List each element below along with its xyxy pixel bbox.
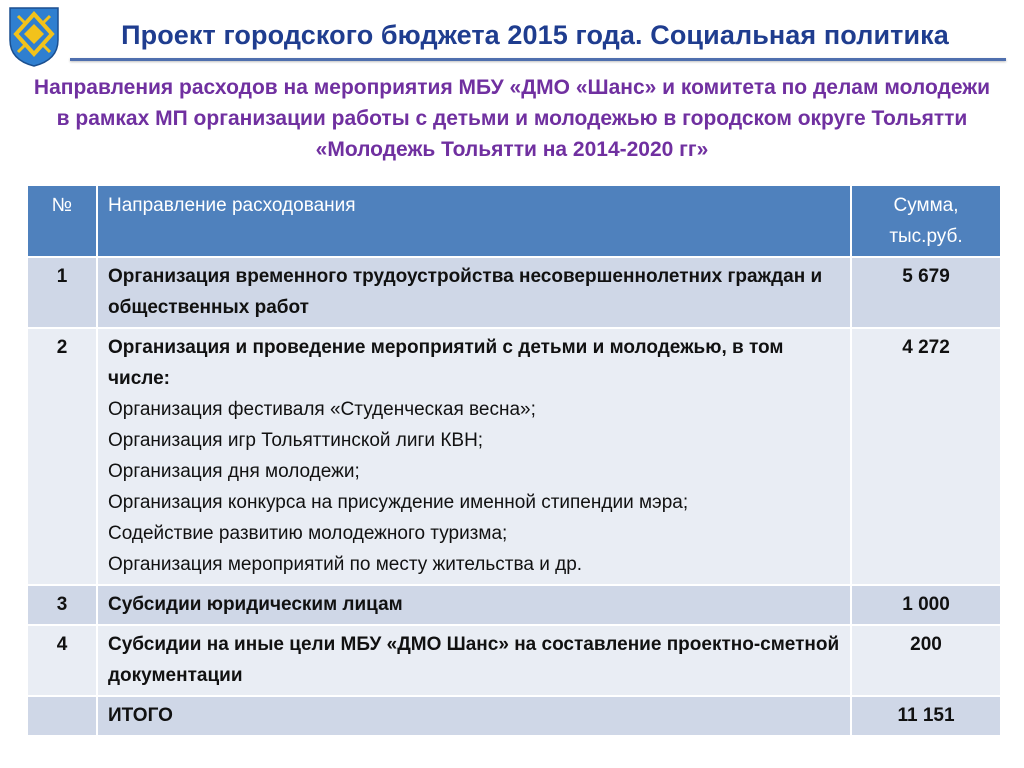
row-direction-cell xyxy=(97,328,851,585)
table-row xyxy=(27,257,1001,328)
budget-table xyxy=(26,184,1002,737)
column-header-direction: Направление расходования xyxy=(97,185,851,257)
table-row xyxy=(27,585,1001,625)
row-sub-item: Организация фестиваля «Студенческая весна»; xyxy=(108,399,536,420)
row-sum: 4 272 xyxy=(851,328,1001,585)
row-sub-item: Организация игр Тольяттинской лиги КВН; xyxy=(108,430,484,451)
row-sub-item: Содействие развитию молодежного туризма; xyxy=(108,523,508,544)
row-direction: Организация временного трудоустройства несовершеннолетних граждан и общественных работ xyxy=(97,257,851,328)
row-sub-item: Организация дня молодежи; xyxy=(108,461,360,482)
row-number: 2 xyxy=(27,328,97,585)
city-coat-of-arms-icon xyxy=(8,6,60,68)
column-header-number: № xyxy=(27,185,97,257)
row-number: 3 xyxy=(27,585,97,625)
total-sum: 11 151 xyxy=(851,696,1001,736)
row-direction: Организация и проведение мероприятий с детьми и молодежью, в том числе: xyxy=(108,337,784,389)
table-row xyxy=(27,625,1001,696)
row-sum: 200 xyxy=(851,625,1001,696)
table-header-row xyxy=(27,185,1001,257)
row-sub-item: Организация конкурса на присуждение именной стипендии мэра; xyxy=(108,492,689,513)
column-header-sum: Сумма, тыс.руб. xyxy=(851,185,1001,257)
page-subtitle: Направления расходов на мероприятия МБУ «ДМО «Шанс» и комитета по делам молодежи в рамках МП организации работы с детьми и молодежью в городском округе Тольятти «Молодежь Тольятти на 2014-2020 гг» xyxy=(33,76,991,161)
total-number xyxy=(27,696,97,736)
row-sum: 5 679 xyxy=(851,257,1001,328)
row-direction: Субсидии на иные цели МБУ «ДМО Шанс» на составление проектно-сметной документации xyxy=(97,625,851,696)
page-title: Проект городского бюджета 2015 года. Социальная политика xyxy=(121,20,949,50)
row-sub-item: Организация мероприятий по месту жительства и др. xyxy=(108,554,583,575)
title-divider xyxy=(70,58,1006,61)
total-label: ИТОГО xyxy=(97,696,851,736)
table-total-row xyxy=(27,696,1001,736)
row-number: 1 xyxy=(27,257,97,328)
row-sum: 1 000 xyxy=(851,585,1001,625)
table-row xyxy=(27,328,1001,585)
row-direction: Субсидии юридическим лицам xyxy=(97,585,851,625)
row-number: 4 xyxy=(27,625,97,696)
